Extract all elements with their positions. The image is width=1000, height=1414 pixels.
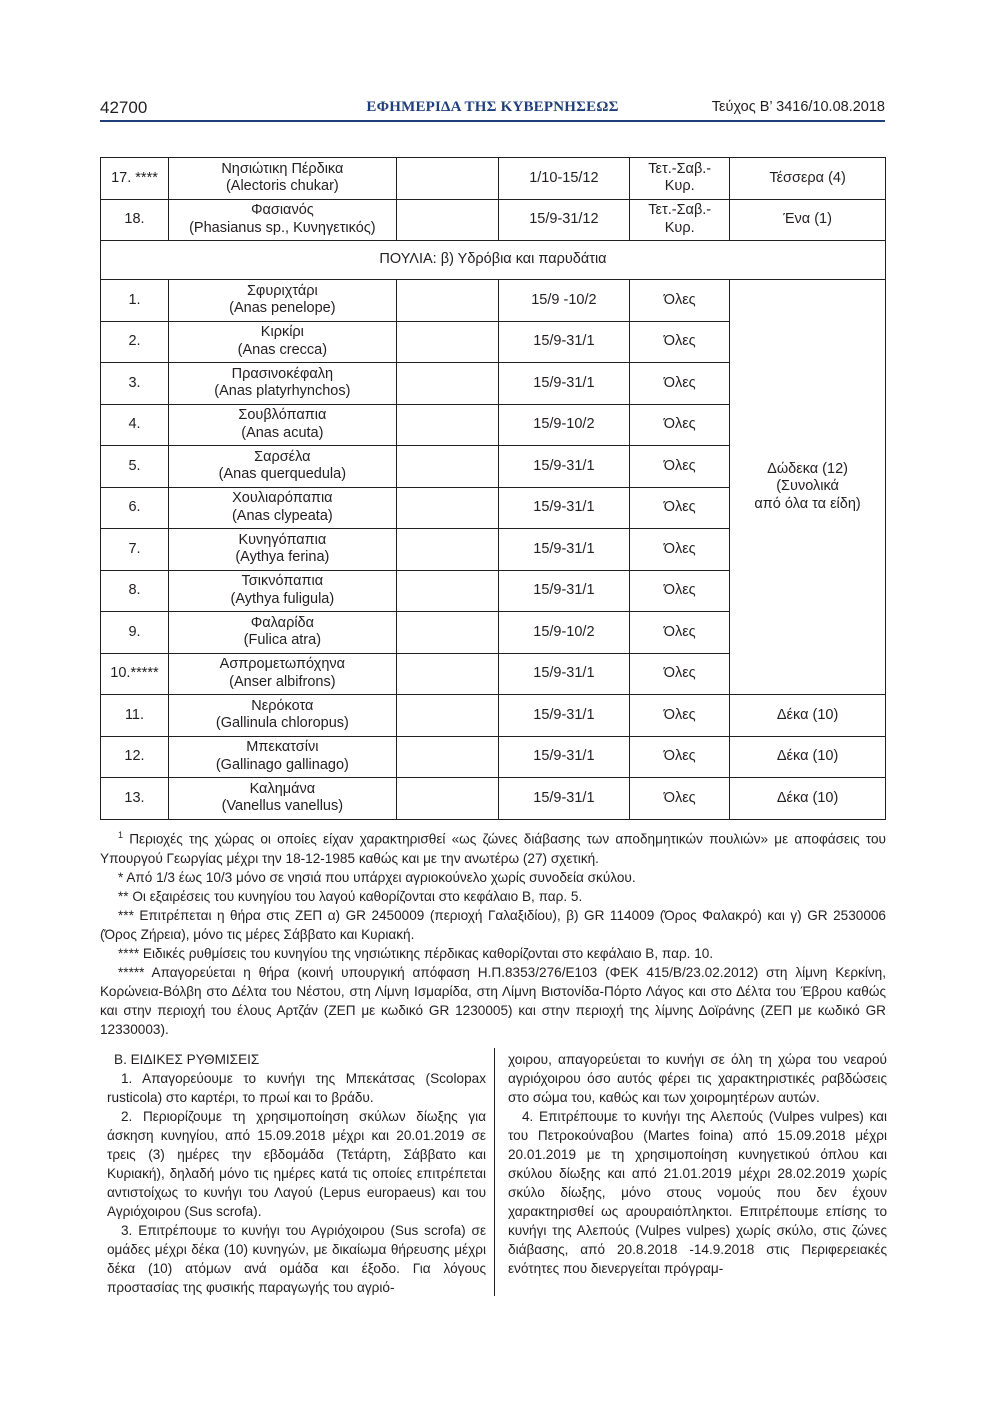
species-latin-name: (Gallinula chloropus) — [215, 715, 349, 732]
species-latin-name: (Anas clypeata) — [231, 507, 333, 524]
hunting-period: 15/9-31/1 — [498, 695, 630, 737]
blank-cell — [396, 570, 498, 612]
species-name-cell — [168, 778, 396, 820]
hunting-period: 15/9 -10/2 — [498, 280, 630, 322]
species-table — [100, 157, 886, 820]
body-column-right — [508, 1050, 887, 1278]
species-latin-name: (Aythya fuligula) — [230, 590, 335, 607]
column-divider — [494, 1048, 495, 1296]
species-name-cell — [168, 321, 396, 363]
species-latin-name: (Anas crecca) — [237, 341, 328, 358]
species-common-name: Σουβλόπαπια — [238, 407, 327, 424]
species-latin-name: (Vanellus vanellus) — [221, 798, 344, 815]
row-number: 10.***** — [101, 653, 169, 695]
row-number: 6. — [101, 487, 169, 529]
table-row — [101, 695, 886, 737]
species-name-cell — [168, 446, 396, 488]
species-name-cell — [168, 487, 396, 529]
hunting-period: 15/9-31/1 — [498, 487, 630, 529]
section-row — [101, 241, 886, 280]
footnote-3: ** Οι εξαιρέσεις του κυνηγίου του λαγού καθορίζονται στο κεφάλαιο Β, παρ. 5. — [118, 888, 583, 904]
species-latin-name: (Anas platyrhynchos) — [214, 383, 351, 400]
hunting-period: 15/9-10/2 — [498, 404, 630, 446]
section-heading: Β. ΕΙΔΙΚΕΣ ΡΥΘΜΙΣΕΙΣ — [114, 1052, 260, 1067]
paragraph-1: 1. Απαγορεύουμε το κυνήγι της Μπεκάτσας (Scolopax rusticola) στο καρτέρι, το πρωί και το βράδυ. — [107, 1071, 486, 1105]
row-number: 2. — [101, 321, 169, 363]
bag-limit: Δέκα (10) — [730, 695, 886, 737]
species-name-cell — [168, 612, 396, 654]
merged-bag-limit-line: (Συνολικά — [776, 478, 839, 495]
species-common-name: Κυνηγόπαπια — [238, 531, 327, 548]
page-number: 42700 — [100, 98, 148, 117]
blank-cell — [396, 446, 498, 488]
row-number: 7. — [101, 529, 169, 571]
hunting-period: 15/9-31/1 — [498, 363, 630, 405]
species-common-name: Κιρκίρι — [260, 324, 304, 341]
species-common-name: Πρασινοκέφαλη — [231, 365, 334, 382]
hunting-days: Όλες — [630, 695, 730, 737]
species-common-name: Σφυριχτάρι — [246, 282, 318, 299]
row-number: 5. — [101, 446, 169, 488]
row-number: 18. — [101, 199, 169, 241]
section-title: ΠΟΥΛΙΑ: β) Υδρόβια και παρυδάτια — [101, 241, 886, 280]
merged-bag-limit — [730, 280, 886, 695]
journal-title: ΕΦΗΜΕΡΙΔΑ ΤΗΣ ΚΥΒΕΡΝΗΣΕΩΣ — [366, 99, 619, 115]
blank-cell — [396, 695, 498, 737]
blank-cell — [396, 612, 498, 654]
footnote-4: *** Επιτρέπεται η θήρα στις ΖΕΠ α) GR 2450009 (περιοχή Γαλαξιδίου), β) GR 114009 (Όρος Φαλακρό) και γ) GR 2530006 (Όρος Ζήρεια), μόνο τις μέρες Σάββατο και Κυριακή. — [100, 907, 886, 942]
species-common-name: Τσικνόπαπια — [241, 573, 324, 590]
species-common-name: Φαλαρίδα — [250, 614, 314, 631]
merged-bag-limit-line: Δώδεκα (12) — [767, 460, 848, 477]
hunting-period: 15/9-10/2 — [498, 612, 630, 654]
species-latin-name: (Phasianus sp., Κυνηγετικός) — [189, 219, 376, 236]
blank-cell — [396, 778, 498, 820]
hunting-period: 15/9-31/12 — [498, 199, 630, 241]
blank-cell — [396, 199, 498, 241]
hunting-period: 15/9-31/1 — [498, 653, 630, 695]
hunting-period: 15/9-31/1 — [498, 529, 630, 571]
row-number: 9. — [101, 612, 169, 654]
hunting-days: Όλες — [630, 363, 730, 405]
species-common-name: Ασπρομετωπόχηνα — [219, 656, 346, 673]
hunting-period: 1/10-15/12 — [498, 158, 630, 200]
blank-cell — [396, 158, 498, 200]
footnote-5: **** Ειδικές ρυθμίσεις του κυνηγίου της νησιώτικης πέρδικας καθορίζονται στο κεφάλαιο Β, παρ. 10. — [118, 945, 714, 961]
table-row — [101, 158, 886, 200]
row-number: 8. — [101, 570, 169, 612]
species-latin-name: (Gallinago gallinago) — [215, 756, 349, 773]
species-latin-name: (Anas acuta) — [241, 424, 324, 441]
species-common-name: Χουλιαρόπαπια — [232, 490, 333, 507]
bag-limit: Δέκα (10) — [730, 778, 886, 820]
paragraph-2: 2. Περιορίζουμε τη χρησιμοποίηση σκύλων δίωξης για άσκηση κυνηγίου, από 15.09.2018 μέχρι και 20.01.2019 σε τρεις (3) ημέρες την εβδομάδα (Τετάρτη, Σάββατο και Κυριακή), δηλαδή μόνο τις ημέρες κατά τις οποίες επιτρέπεται αντιστοίχως το κυνήγι του Λαγού (Lepus europaeus) και του Αγριόχοιρου (Sus scrofa). — [107, 1109, 486, 1219]
hunting-days: Όλες — [630, 736, 730, 778]
row-number: 12. — [101, 736, 169, 778]
species-name-cell — [168, 736, 396, 778]
species-common-name: Νερόκοτα — [251, 697, 314, 714]
hunting-days: Όλες — [630, 404, 730, 446]
footnote-2: * Από 1/3 έως 10/3 μόνο σε νησιά που υπάρχει αγριοκούνελο χωρίς συνοδεία σκύλου. — [118, 869, 636, 885]
footnote-1: $^1$ Περιοχές της χώρας οι οποίες είχαν χαρακτηρισθεί «ως ζώνες διάβασης των αποδημητικών πουλιών» με αποφάσεις του Υπουργού Γεωργίας μέχρι την 18-12-1985 καθώς και με την ανωτέρω (27) σχετική. — [100, 830, 886, 866]
issue-reference: Τεύχος Β’ 3416/10.08.2018 — [711, 99, 885, 115]
species-latin-name: (Anas querquedula) — [218, 466, 347, 483]
hunting-period: 15/9-31/1 — [498, 446, 630, 488]
hunting-days: Όλες — [630, 570, 730, 612]
bag-limit: Δέκα (10) — [730, 736, 886, 778]
table-row — [101, 778, 886, 820]
hunting-days: Όλες — [630, 487, 730, 529]
blank-cell — [396, 404, 498, 446]
blank-cell — [396, 280, 498, 322]
table-row — [101, 199, 886, 241]
page-header — [100, 98, 885, 122]
species-common-name: Μπεκατσίνι — [246, 739, 319, 756]
hunting-period: 15/9-31/1 — [498, 321, 630, 363]
bag-limit: Τέσσερα (4) — [730, 158, 886, 200]
blank-cell — [396, 321, 498, 363]
blank-cell — [396, 529, 498, 571]
table-row — [101, 280, 886, 322]
row-number: 3. — [101, 363, 169, 405]
species-latin-name: (Alectoris chukar) — [225, 178, 339, 195]
footnote-1-mark: 1 — [118, 830, 124, 840]
species-common-name: Σαρσέλα — [254, 448, 311, 465]
species-latin-name: (Aythya ferina) — [235, 549, 330, 566]
blank-cell — [396, 487, 498, 529]
row-number: 11. — [101, 695, 169, 737]
species-common-name: Καλημάνα — [249, 780, 316, 797]
bag-limit: Ένα (1) — [730, 199, 886, 241]
footnote-6: ***** Απαγορεύεται η θήρα (κοινή υπουργική απόφαση Η.Π.8353/276/Ε103 (ΦΕΚ 415/Β/23.02.2012) στη λίμνη Κερκίνη, Κορώνεια-Βόλβη στο Δέλτα του Νέστου, στη Λίμνη Ισμαρίδα, στη Λίμνη Βιστονίδα-Πόρτο Λάγος και στο Δέλτα του Έβρου καθώς και στην περιοχή του έλους Αρτζάν (ΖΕΠ με κωδικό GR 1230005) και στην περιοχή της λίμνης Δοϊράνης (ΖΕΠ με κωδικό GR 12330003). — [100, 964, 886, 1037]
body-column-left — [107, 1050, 486, 1297]
hunting-period: 15/9-31/1 — [498, 736, 630, 778]
species-name-cell — [168, 158, 396, 200]
hunting-days: Όλες — [630, 280, 730, 322]
species-name-cell — [168, 695, 396, 737]
hunting-days: Όλες — [630, 529, 730, 571]
row-number: 1. — [101, 280, 169, 322]
hunting-period: 15/9-31/1 — [498, 570, 630, 612]
row-number: 4. — [101, 404, 169, 446]
paragraph-4: 4. Επιτρέπουμε το κυνήγι της Αλεπούς (Vulpes vulpes) και του Πετροκούναβου (Martes foina) από 15.09.2018 μέχρι 20.01.2019 με τη χρησιμοποίηση κυνηγετικού όπλου και σκύλου δίωξης και από 21.01.2019 μέχρι 28.02.2019 χωρίς σκύλο δίωξης, μόνο στους νομούς που δεν έχουν χαρακτηρισθεί ως αρουραιόπληκτοι. Επιτρέπουμε επίσης το κυνήγι της Αλεπούς (Vulpes vulpes) χωρίς σκύλο, στις ζώνες διάβασης, από 20.8.2018 -14.9.2018 στις Περιφερειακές ενότητες που διενεργείται πρόγραμ- — [508, 1109, 887, 1276]
species-table-body — [101, 158, 886, 820]
species-name-cell — [168, 529, 396, 571]
table-row — [101, 736, 886, 778]
hunting-days: Τετ.-Σαβ.-Κυρ. — [630, 158, 730, 200]
species-name-cell — [168, 199, 396, 241]
footnotes — [100, 826, 886, 1039]
species-name-cell — [168, 570, 396, 612]
species-latin-name: (Anas penelope) — [229, 300, 336, 317]
row-number: 13. — [101, 778, 169, 820]
species-name-cell — [168, 404, 396, 446]
hunting-days: Τετ.-Σαβ.-Κυρ. — [630, 199, 730, 241]
hunting-days: Όλες — [630, 612, 730, 654]
paragraph-3-continued: χοιρου, απαγορεύεται το κυνήγι σε όλη τη χώρα του νεαρού αγριόχοιρου όσο αυτός φέρει τις χαρακτηριστικές ραβδώσεις στο σώμα του, καθώς και των χοιρομητέρων αυτών. — [508, 1052, 887, 1105]
hunting-days: Όλες — [630, 653, 730, 695]
blank-cell — [396, 653, 498, 695]
hunting-period: 15/9-31/1 — [498, 778, 630, 820]
species-common-name: Νησιώτικη Πέρδικα — [221, 160, 344, 177]
blank-cell — [396, 363, 498, 405]
species-latin-name: (Anser albifrons) — [229, 673, 336, 690]
header-rule — [100, 120, 885, 122]
species-common-name: Φασιανός — [250, 202, 314, 219]
hunting-days: Όλες — [630, 446, 730, 488]
row-number: 17. **** — [101, 158, 169, 200]
paragraph-3: 3. Επιτρέπουμε το κυνήγι του Αγριόχοιρου (Sus scrofa) σε ομάδες μέχρι δέκα (10) κυνηγών, με δικαίωμα θήρευσης μέχρι δέκα (10) ατόμων ανά ομάδα και έξοδο. Για λόγους προστασίας της φυσικής παραγωγής του αγριό- — [107, 1223, 486, 1295]
blank-cell — [396, 736, 498, 778]
hunting-days: Όλες — [630, 321, 730, 363]
species-latin-name: (Fulica atra) — [243, 632, 322, 649]
merged-bag-limit-line: από όλα τα είδη) — [754, 495, 861, 512]
species-name-cell — [168, 363, 396, 405]
species-name-cell — [168, 280, 396, 322]
species-name-cell — [168, 653, 396, 695]
hunting-days: Όλες — [630, 778, 730, 820]
